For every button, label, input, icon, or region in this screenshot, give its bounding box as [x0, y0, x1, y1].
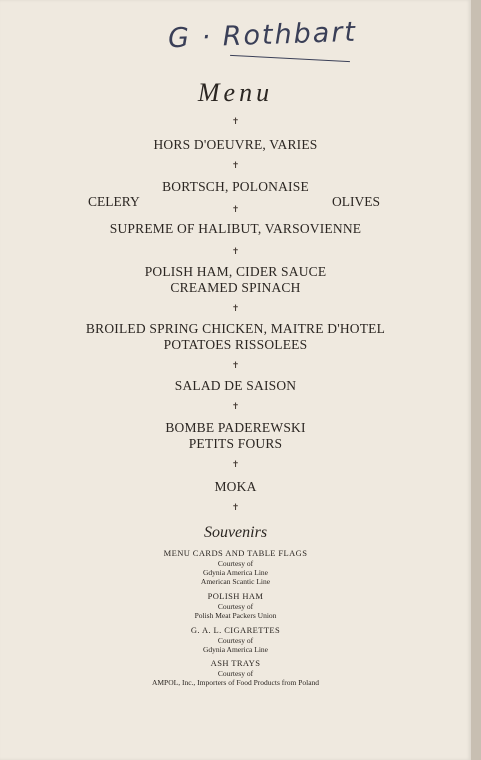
souvenir-credit: Courtesy of	[217, 559, 254, 568]
ornament-cross-icon: ✝	[231, 459, 240, 469]
souvenir-item: MENU CARDS AND TABLE FLAGS	[163, 548, 308, 558]
ornament-cross-icon: ✝	[231, 116, 240, 126]
souvenir-credit: Courtesy of	[217, 669, 254, 678]
course-polish-ham: POLISH HAM, CIDER SAUCE	[144, 264, 327, 279]
course-bortsch: BORTSCH, POLONAISE	[162, 179, 309, 194]
souvenir-credit: Gdynia America Line	[203, 645, 268, 654]
course-chicken: BROILED SPRING CHICKEN, MAITRE D'HOTEL	[85, 321, 386, 336]
side-celery: CELERY	[88, 194, 140, 209]
ornament-cross-icon: ✝	[231, 401, 240, 411]
souvenir-item: POLISH HAM	[207, 591, 264, 601]
souvenir-item: ASH TRAYS	[210, 658, 261, 668]
side-olives: OLIVES	[332, 194, 380, 209]
course-petits-fours: PETITS FOURS	[188, 436, 283, 451]
signature-underline	[230, 55, 350, 62]
ornament-cross-icon: ✝	[231, 246, 240, 256]
course-hors-doeuvre: HORS D'OEUVRE, VARIES	[153, 137, 318, 152]
ornament-cross-icon: ✝	[231, 360, 240, 370]
souvenir-credit: Courtesy of	[217, 636, 254, 645]
souvenir-credit: AMPOL, Inc., Importers of Food Products from Poland	[151, 678, 320, 687]
course-salad: SALAD DE SAISON	[174, 378, 297, 393]
page-edge	[471, 0, 481, 760]
handwritten-signature: G · Rothbart	[167, 16, 358, 55]
ornament-cross-icon: ✝	[231, 160, 240, 170]
ornament-cross-icon: ✝	[231, 502, 240, 512]
ornament-cross-icon: ✝	[231, 204, 240, 214]
souvenirs-title: Souvenirs	[203, 524, 268, 541]
souvenir-credit: Polish Meat Packers Union	[194, 611, 277, 620]
menu-title: Menu	[197, 78, 274, 107]
course-bombe: BOMBE PADEREWSKI	[165, 420, 306, 435]
souvenir-credit: Gdynia America Line	[203, 568, 268, 577]
course-halibut: SUPREME OF HALIBUT, VARSOVIENNE	[109, 221, 362, 236]
souvenir-credit: American Scantic Line	[200, 577, 271, 586]
souvenir-item: G. A. L. CIGARETTES	[190, 625, 281, 635]
course-moka: MOKA	[214, 479, 257, 494]
course-potatoes: POTATOES RISSOLEES	[163, 337, 308, 352]
ornament-cross-icon: ✝	[231, 303, 240, 313]
souvenir-credit: Courtesy of	[217, 602, 254, 611]
course-spinach: CREAMED SPINACH	[170, 280, 301, 295]
